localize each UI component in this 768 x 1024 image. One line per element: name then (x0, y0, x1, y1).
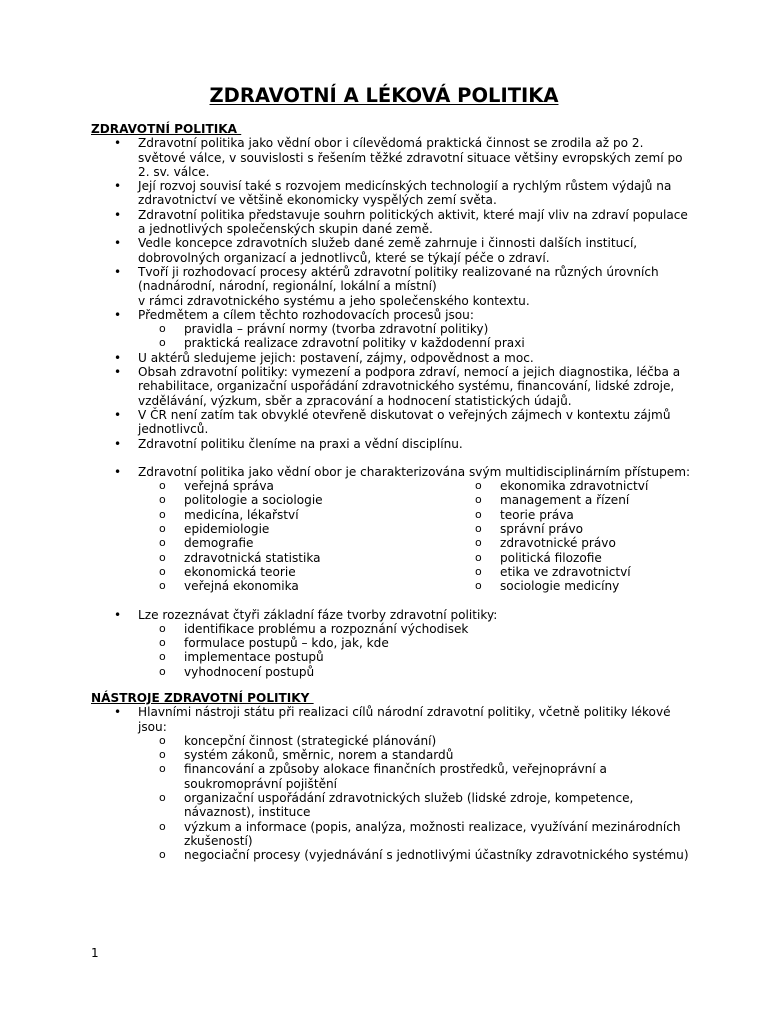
sub-list-item: o vyhodnocení postupů (138, 665, 691, 679)
sub-list-item: o organizační uspořádání zdravotnických služeb (lidské zdroje, kompetence, návaznost), instituce (138, 791, 691, 820)
sub-list-item: o management a řízení (454, 493, 648, 507)
sub-list-item: o sociologie medicíny (454, 579, 648, 593)
section-heading-nastroje: NÁSTROJE ZDRAVOTNÍ POLITIKY (91, 690, 314, 705)
page-number: 1 (91, 946, 99, 960)
sub-list-item: o výzkum a informace (popis, analýza, možnosti realizace, využívání mezinárodních zkušeností) (138, 820, 691, 849)
document-title: ZDRAVOTNÍ A LÉKOVÁ POLITIKA (209, 84, 559, 107)
list-item: • Vedle koncepce zdravotních služeb dané země zahrnuje i činnosti dalších institucí, dobrovolných organizací a jednotlivců, které se týkají péče o zdraví. (91, 236, 691, 265)
sub-list-item: o veřejná správa (138, 479, 454, 493)
list-item: • U aktérů sledujeme jejich: postavení, zájmy, odpovědnost a moc. (91, 351, 691, 365)
sub-list-item: o teorie práva (454, 508, 648, 522)
sub-list-item: o identifikace problému a rozpoznání východisek (138, 622, 691, 636)
list-item (91, 465, 691, 594)
list-item-text: Hlavními nástroji státu při realizaci cílů národní zdravotní politiky, včetně politiky lékové jsou: (138, 705, 671, 734)
sub-list-item: o systém zákonů, směrnic, norem a standardů (138, 748, 691, 762)
disciplines-columns (138, 479, 691, 593)
list-item (91, 308, 691, 351)
section-heading-zdravotni-politika: ZDRAVOTNÍ POLITIKA (91, 122, 242, 136)
sub-list-item: o financování a způsoby alokace finančních prostředků, veřejnoprávní a soukromoprávní pojištění (138, 762, 691, 791)
sub-list-item: o veřejná ekonomika (138, 579, 454, 593)
sub-list-phases (138, 622, 691, 679)
sub-list-item: o pravidla – právní normy (tvorba zdravotní politiky) (138, 322, 691, 336)
list-item-text: Lze rozeznávat čtyři základní fáze tvorby zdravotní politiky: (138, 607, 498, 622)
document-body (91, 122, 691, 863)
list-item (91, 705, 691, 862)
sub-list-item: o etika ve zdravotnictví (454, 565, 648, 579)
sub-list-item: o implementace postupů (138, 650, 691, 664)
sub-list-item: o politologie a sociologie (138, 493, 454, 507)
sub-list-item: o zdravotnické právo (454, 536, 648, 550)
list-item-text-continued: v rámci zdravotnického systému a jeho společenského kontextu. (138, 293, 530, 308)
list-item: • Zdravotní politika jako vědní obor i cílevědomá praktická činnost se zrodila až po 2. světové válce, v souvislosti s řešením těžké zdravotní situace většiny evropských zemí po 2. sv. válce. (91, 136, 691, 179)
list-item-text: Tvoří ji rozhodovací procesy aktérů zdravotní politiky realizované na různých úrovních (nadnárodní, národní, regionální, lokální a místní) (138, 264, 659, 294)
sub-list-item: o ekonomická teorie (138, 565, 454, 579)
sub-list-item: o politická filozofie (454, 551, 648, 565)
sub-list-item: o praktická realizace zdravotní politiky v každodenní praxi (138, 336, 691, 350)
spacer (91, 679, 691, 691)
sub-list-tools (138, 734, 691, 863)
sub-list-subjects (138, 322, 691, 351)
list-item-text: Zdravotní politika jako vědní obor je charakterizována svým multidisciplinárním přístupem: (138, 464, 691, 479)
sub-list-item: o ekonomika zdravotnictví (454, 479, 648, 493)
bullet-list-tools (91, 705, 691, 862)
sub-list-item: o koncepční činnost (strategické plánování) (138, 734, 691, 748)
list-item: • V ČR není zatím tak obvyklé otevřeně diskutovat o veřejných zájmech v kontextu zájmů jednotlivců. (91, 408, 691, 437)
list-item-text: Předmětem a cílem těchto rozhodovacích procesů jsou: (138, 307, 474, 322)
spacer (91, 594, 691, 608)
bullet-list (91, 136, 691, 451)
sub-list-item: o formulace postupů – kdo, jak, kde (138, 636, 691, 650)
disciplines-right-list (454, 479, 648, 593)
list-item: • Zdravotní politiku členíme na praxi a vědní disciplínu. (91, 437, 691, 451)
list-item: • Její rozvoj souvisí také s rozvojem medicínských technologií a rychlým růstem výdajů na zdravotnictví ve většině ekonomicky vyspělých zemí světa. (91, 179, 691, 208)
list-item (91, 265, 691, 308)
sub-list-item: o epidemiologie (138, 522, 454, 536)
list-item: • Zdravotní politika představuje souhrn politických aktivit, které mají vliv na zdraví populace a jednotlivých společenských skupin dané země. (91, 208, 691, 237)
bullet-list-multidisciplinary (91, 465, 691, 594)
sub-list-item: o zdravotnická statistika (138, 551, 454, 565)
list-item: • Obsah zdravotní politiky: vymezení a podpora zdraví, nemocí a jejich diagnostika, léčba a rehabilitace, organizační uspořádání zdravotnického systému, financování, lidské zdroje, vzdělávání, výzkum, sběr a zpracování a hodnocení statistických údajů. (91, 365, 691, 408)
disciplines-left-list (138, 479, 454, 593)
sub-list-item: o medicína, lékařství (138, 508, 454, 522)
spacer (91, 451, 691, 465)
bullet-list-phases (91, 608, 691, 679)
sub-list-item: o správní právo (454, 522, 648, 536)
sub-list-item: o demografie (138, 536, 454, 550)
list-item (91, 608, 691, 679)
sub-list-item: o negociační procesy (vyjednávání s jednotlivými účastníky zdravotnického systému) (138, 848, 691, 862)
